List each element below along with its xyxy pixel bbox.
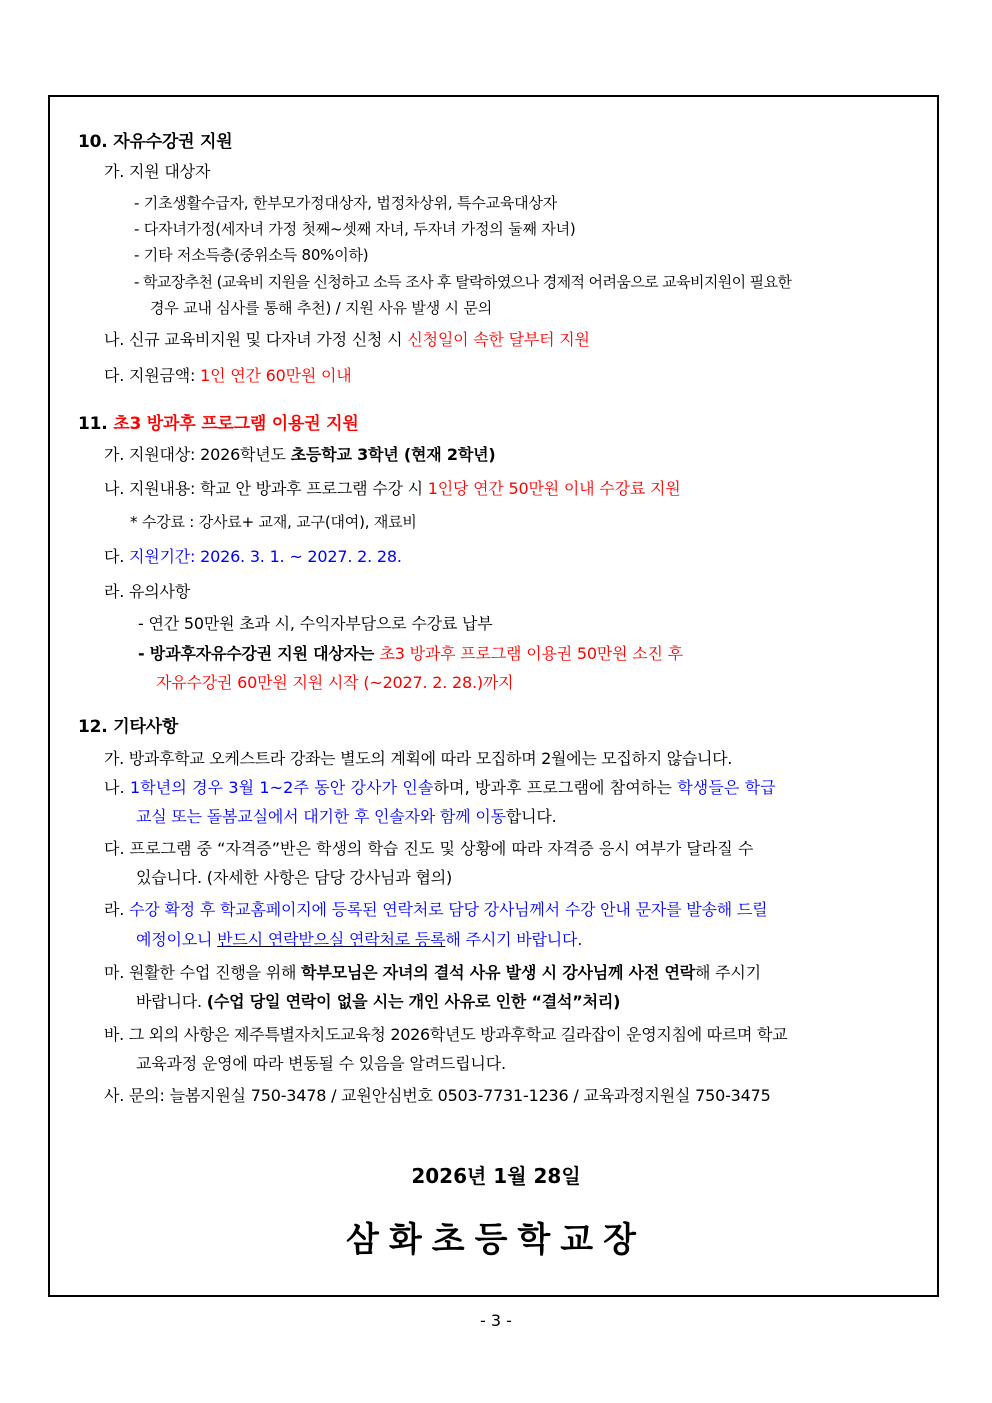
section-11-ra-bullet-2-red: 초3 방과후 프로그램 이용권 50만원 소진 후 <box>379 644 683 663</box>
section-11-ra-bullet-1: - 연간 50만원 초과 시, 수익자부담으로 수강료 납부 <box>138 614 493 633</box>
section-10-ga: 가. 지원 대상자 <box>104 162 211 181</box>
section-11-ga-text: 가. 지원대상: 2026학년도 <box>104 445 291 464</box>
section-10-bullet-2: - 다자녀가정(세자녀 가정 첫째~셋째 자녀, 두자녀 가정의 둘째 자녀) <box>134 220 576 238</box>
section-10-da-highlight: 1인 연간 60만원 이내 <box>200 366 352 385</box>
page-number: - 3 - <box>480 1311 512 1330</box>
section-10-bullet-3: - 기타 저소득층(중위소득 80%이하) <box>134 246 369 264</box>
section-12-ra-blue-2a: 예정이오니 <box>136 930 218 949</box>
document-date: 2026년 1월 28일 <box>411 1164 581 1188</box>
section-12-ma <box>104 962 761 984</box>
section-11-da-period: 지원기간: 2026. 3. 1. ~ 2027. 2. 28. <box>129 547 402 566</box>
section-12-ma-line2-bold: (수업 당일 연락이 없을 시는 개인 사유로 인한 “결석”처리) <box>206 992 621 1011</box>
section-11-title: 초3 방과후 프로그램 이용권 지원 <box>113 414 359 434</box>
section-12-na-blue-3: 교실 또는 돌봄교실에서 대기한 후 인솔자와 함께 이동 <box>136 807 506 826</box>
section-10-da <box>104 365 352 387</box>
section-12-na-mid: 하며, 방과후 프로그램에 참여하는 <box>433 778 678 797</box>
section-12-ma-bold: 학부모님은 자녀의 결석 사유 발생 시 강사님께 사전 연락 <box>301 963 695 982</box>
section-12-ma-line2-prefix: 바랍니다. <box>136 992 207 1011</box>
section-12-ba-1: 바. 그 외의 사항은 제주특별자치도교육청 2026학년도 방과후학교 길라잡이 운영지침에 따르며 학교 <box>104 1025 788 1044</box>
section-12-na-label: 나. <box>104 778 130 797</box>
section-12-ra-blue-1: 수강 확정 후 학교홈페이지에 등록된 연락처로 담당 강사님께서 수강 안내 문자를 발송해 드릴 <box>129 900 768 919</box>
section-12-sa: 사. 문의: 늘봄지원실 750-3478 / 교원안심번호 0503-7731-1236 / 교육과정지원실 750-3475 <box>104 1086 771 1105</box>
section-12-ra-blue-2b: 해 주시기 바랍니다. <box>445 930 583 949</box>
section-11-note: * 수강료 : 강사료+ 교재, 교구(대여), 재료비 <box>130 513 417 531</box>
section-12-na-end: 합니다. <box>505 807 557 826</box>
section-11-number: 11. <box>78 414 114 434</box>
section-10-bullet-4-cont: 경우 교내 심사를 통해 추천) / 지원 사유 발생 시 문의 <box>150 299 492 317</box>
section-11-ra: 라. 유의사항 <box>104 582 191 601</box>
section-11-ra-bullet-2-cont: 자유수강권 60만원 지원 시작 (~2027. 2. 28.)까지 <box>156 673 514 692</box>
section-10-na-highlight: 신청일이 속한 달부터 지원 <box>407 330 590 349</box>
section-11-na-text: 나. 지원내용: 학교 안 방과후 프로그램 수강 시 <box>104 479 428 498</box>
section-12-na-blue-2: 학생들은 학급 <box>677 778 776 797</box>
section-10-da-text: 다. 지원금액: <box>104 366 201 385</box>
section-12-na-cont <box>136 806 557 828</box>
section-12-ra <box>104 899 767 921</box>
section-12-ra-underlined: 반드시 연락받으실 연락처로 등록 <box>217 930 446 949</box>
section-11-ga-bold: 초등학교 3학년 (현재 2학년) <box>290 445 496 464</box>
section-10-na-text: 나. 신규 교육비지원 및 다자녀 가정 신청 시 <box>104 330 408 349</box>
section-12-heading: 12. 기타사항 <box>78 717 179 737</box>
section-12-ma-cont <box>136 991 620 1013</box>
section-10-heading: 10. 자유수강권 지원 <box>78 132 233 152</box>
section-11-da-label: 다. <box>104 547 130 566</box>
section-11-ra-bullet-2-bold: - 방과후자유수강권 지원 대상자는 <box>138 644 380 663</box>
section-12-na <box>104 777 776 799</box>
section-12-ma-prefix: 마. 원활한 수업 진행을 위해 <box>104 963 302 982</box>
section-10-bullet-1: - 기초생활수급자, 한부모가정대상자, 법정차상위, 특수교육대상자 <box>134 194 558 212</box>
section-12-ma-suffix: 해 주시기 <box>695 963 761 982</box>
section-12-da-2: 있습니다. (자세한 사항은 담당 강사님과 협의) <box>136 868 453 887</box>
section-12-ra-label: 라. <box>104 900 130 919</box>
section-12-na-blue-1: 1학년의 경우 3월 1~2주 동안 강사가 인솔 <box>129 778 434 797</box>
section-11-ra-bullet-2 <box>138 643 683 665</box>
section-12-da-1: 다. 프로그램 중 “자격증”반은 학생의 학습 진도 및 상황에 따라 자격증 응시 여부가 달라질 수 <box>104 839 754 858</box>
section-11-heading <box>78 413 359 435</box>
section-12-ra-cont <box>136 929 582 951</box>
school-principal-signature: 삼화초등학교장 <box>346 1220 646 1260</box>
section-11-na <box>104 478 680 500</box>
section-10-bullet-4: - 학교장추천 (교육비 지원을 신청하고 소득 조사 후 탈락하였으나 경제적 어려움으로 교육비지원이 필요한 <box>134 273 792 291</box>
section-10-na <box>104 329 590 351</box>
section-11-na-highlight: 1인당 연간 50만원 이내 수강료 지원 <box>427 479 681 498</box>
section-12-ga: 가. 방과후학교 오케스트라 강좌는 별도의 계획에 따라 모집하며 2월에는 모집하지 않습니다. <box>104 749 733 768</box>
section-12-ba-2: 교육과정 운영에 따라 변동될 수 있음을 알려드립니다. <box>136 1054 506 1073</box>
section-11-da <box>104 546 402 568</box>
section-11-ga <box>104 444 495 466</box>
